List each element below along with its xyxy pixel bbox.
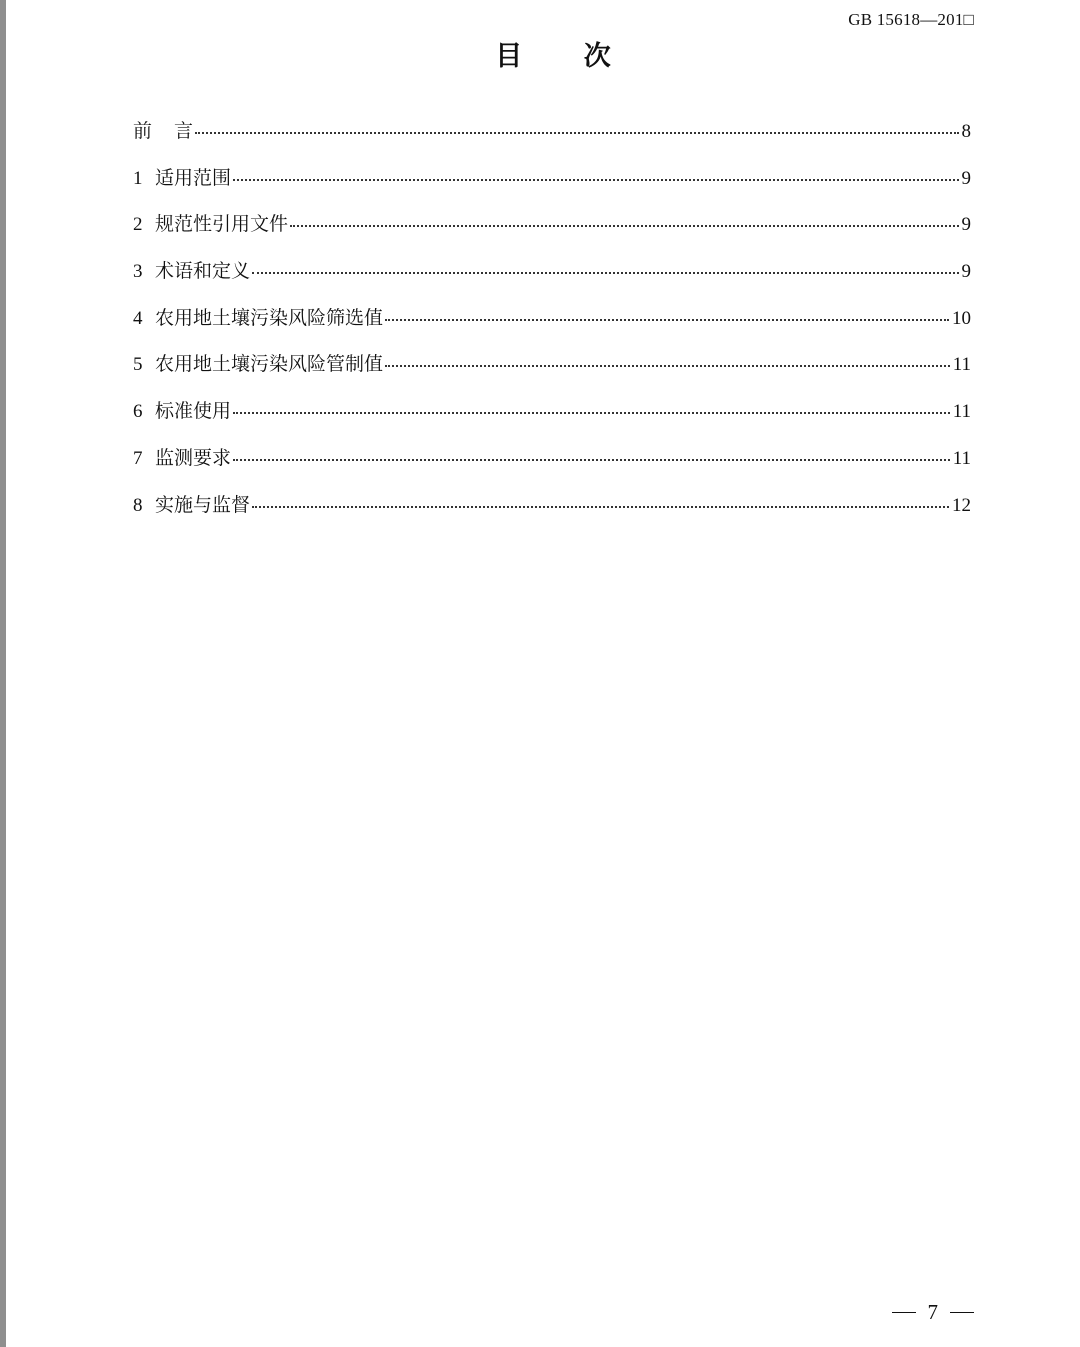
toc-entry-label: 前言 xyxy=(133,120,216,142)
toc-entry-page: 11 xyxy=(952,447,971,469)
page-footer xyxy=(892,1300,975,1325)
toc-entry-page: 11 xyxy=(952,354,971,376)
toc-entry-label: 农用地土壤污染风险管制值 xyxy=(155,353,384,376)
dot-leader xyxy=(252,272,958,274)
dot-leader xyxy=(233,179,958,181)
toc-entry-page: 10 xyxy=(952,307,971,329)
toc-entry-page: 9 xyxy=(961,214,971,236)
toc-entry-label: 标准使用 xyxy=(155,400,232,423)
toc-entry-number: 5 xyxy=(133,354,143,376)
toc-entry-page: 9 xyxy=(961,167,971,189)
footer-dash-right xyxy=(950,1312,974,1314)
toc-entry-label: 实施与监督 xyxy=(155,493,251,516)
toc-entry-foreword[interactable] xyxy=(133,116,971,163)
toc-entry-6[interactable] xyxy=(133,396,971,443)
toc-entry-page: 8 xyxy=(961,121,971,142)
page-title: 目 次 xyxy=(495,41,637,72)
dot-leader xyxy=(233,459,950,461)
toc-entry-number: 3 xyxy=(133,261,143,283)
toc-entry-label: 术语和定义 xyxy=(155,260,251,283)
toc-entry-label: 规范性引用文件 xyxy=(155,213,289,236)
toc-entry-4[interactable] xyxy=(133,303,971,350)
toc-entry-8[interactable] xyxy=(133,490,971,537)
toc-entry-page: 11 xyxy=(952,401,971,423)
toc-entry-label: 监测要求 xyxy=(155,446,232,469)
toc-entry-number: 4 xyxy=(133,307,143,329)
footer-dash-left xyxy=(892,1312,916,1314)
dot-leader xyxy=(385,365,950,367)
standard-code: GB 15618—201□ xyxy=(848,10,974,29)
dot-leader xyxy=(252,506,949,508)
toc-entry-7[interactable] xyxy=(133,443,971,490)
toc-entry-5[interactable] xyxy=(133,349,971,396)
toc-entry-page: 12 xyxy=(952,494,971,516)
toc-entry-number: 8 xyxy=(133,494,143,516)
toc-entry-number: 7 xyxy=(133,447,143,469)
toc-entry-number: 1 xyxy=(133,167,143,189)
dot-leader xyxy=(290,225,958,227)
document-page xyxy=(6,0,1080,1347)
dot-leader xyxy=(233,412,950,414)
dot-leader xyxy=(195,132,958,134)
toc-entry-number: 2 xyxy=(133,214,143,236)
toc-entry-label: 农用地土壤污染风险筛选值 xyxy=(155,306,384,329)
toc-entry-3[interactable] xyxy=(133,256,971,303)
table-of-contents xyxy=(133,116,971,536)
page-number: 7 xyxy=(927,1300,938,1324)
toc-entry-2[interactable] xyxy=(133,209,971,256)
toc-entry-label: 适用范围 xyxy=(155,166,232,189)
toc-entry-1[interactable] xyxy=(133,163,971,210)
toc-entry-page: 9 xyxy=(961,261,971,283)
dot-leader xyxy=(385,319,949,321)
toc-entry-number: 6 xyxy=(133,401,143,423)
